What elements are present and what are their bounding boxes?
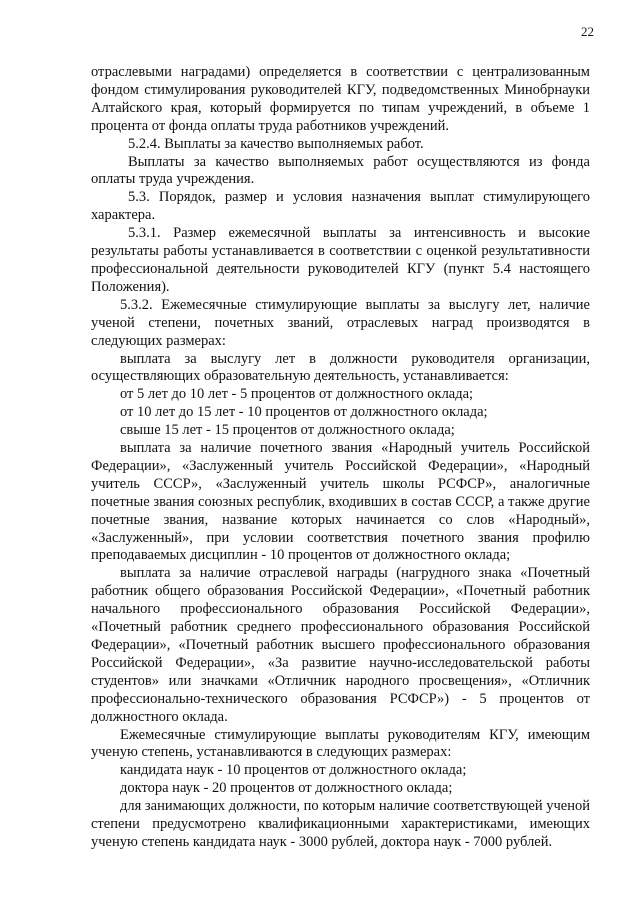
list-item: свыше 15 лет - 15 процентов от должностного оклада; (120, 422, 455, 439)
list-item: от 10 лет до 15 лет - 10 процентов от должностного оклада; (120, 404, 488, 421)
paragraph-5-3-2: 5.3.2. Ежемесячные стимулирующие выплаты за выслугу лет, наличие ученой степени, почетных званий, отраслевых наград производятся в следующих размерах: (91, 296, 590, 349)
paragraph-honorary-titles: выплата за наличие почетного звания «Народный учитель Российской Федерации», «Заслуженный учитель Российской Федерации», «Народный учитель СССР», «Заслуженный учитель школы РСФСР», аналогичные почетные звания союзных республик, входивших в состав СССР, а также другие почетные звания, название которых начинается со слов «Народный», «Заслуженный», при условии соответствия почетного звания профилю преподаваемых дисциплин - 10 процентов от должностного оклада; (91, 440, 590, 564)
paragraph-5-3-1: 5.3.1. Размер ежемесячной выплаты за интенсивность и высокие результаты работы устанавливается в соответствии с оценкой результативности профессиональной деятельности руководителей КГУ (пункт 5.4 настоящего Положения). (91, 225, 590, 295)
paragraph-industry-awards: выплата за наличие отраслевой награды (нагрудного знака «Почетный работник общего образования Российской Федерации», «Почетный работник начального профессионального образования Российской Федерации», «Почетный работник среднего профессионального образования Российской Федерации», «Почетный работник высшего профессионального образования Российской Федерации», «За развитие научно-исследовательской работы студентов» или значками «Отличник народного просвещения», «Отличник профессионально-технического образования РСФСР») - 5 процентов от должностного оклада. (91, 565, 590, 725)
paragraph-qualification: для занимающих должности, по которым наличие соответствующей ученой степени предусмотрено квалификационными характеристиками, имеющих ученую степень кандидата наук - 3000 рублей, доктора наук - 7000 рублей. (91, 798, 590, 850)
section-heading-5-2-4: 5.2.4. Выплаты за качество выполняемых работ. (128, 135, 424, 152)
list-item: кандидата наук - 10 процентов от должностного оклада; (120, 762, 467, 779)
list-item: доктора наук - 20 процентов от должностного оклада; (120, 780, 453, 797)
paragraph: Выплаты за качество выполняемых работ осуществляются из фонда оплаты труда учреждения. (91, 153, 590, 188)
paragraph-continuation: отраслевыми наградами) определяется в соответствии с централизованным фондом стимулирования руководителей КГУ, подведомственных Минобрнауки Алтайского края, который формируется по типам учреждений, в объеме 1 процента от фонда оплаты труда работников учреждений. (91, 64, 590, 134)
page-number: 22 (581, 24, 594, 39)
paragraph-academic-degree: Ежемесячные стимулирующие выплаты руководителям КГУ, имеющим ученую степень, устанавливаются в следующих размерах: (91, 726, 590, 761)
list-intro: выплата за выслугу лет в должности руководителя организации, осуществляющих образовательную деятельность, устанавливается: (91, 350, 590, 385)
document-body (91, 64, 590, 852)
list-item: от 5 лет до 10 лет - 5 процентов от должностного оклада; (120, 386, 474, 403)
section-heading-5-3: 5.3. Порядок, размер и условия назначения выплат стимулирующего характера. (91, 189, 590, 224)
